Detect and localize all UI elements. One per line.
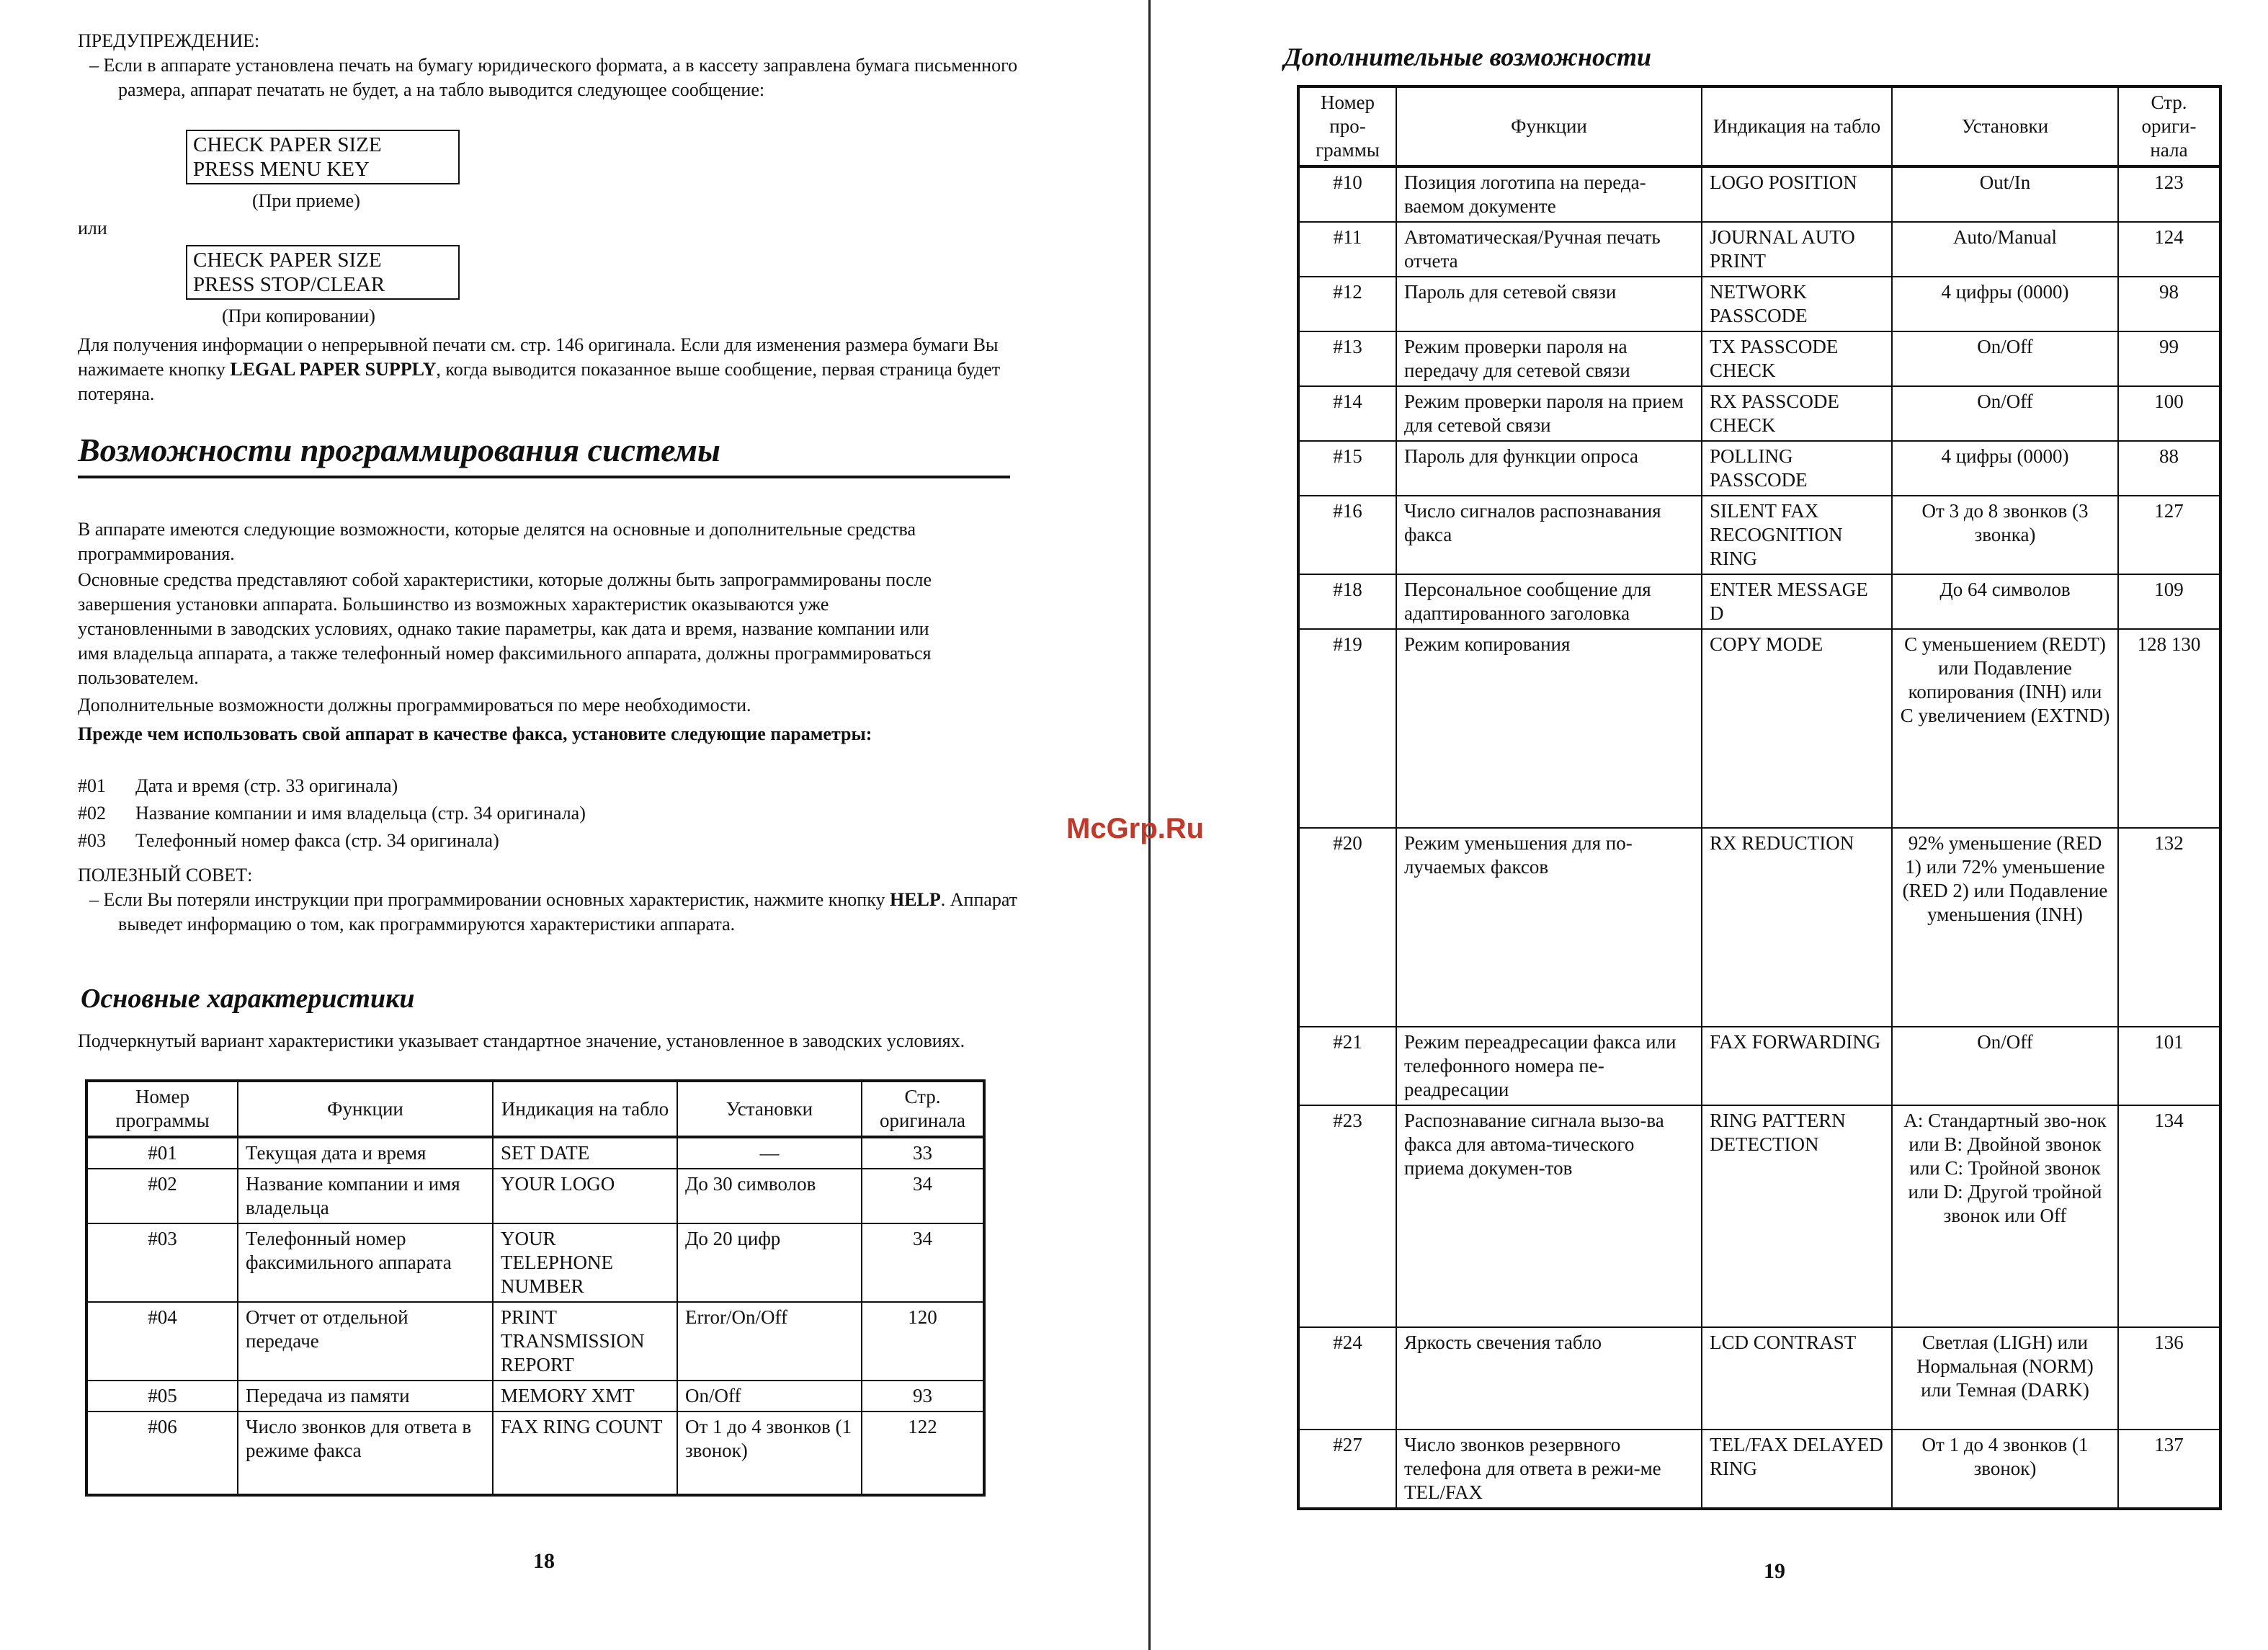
cell-func: Число звонков резервного телефона для ответа в режи-ме TEL/FAX: [1396, 1430, 1702, 1509]
lcd-line: PRESS STOP/CLEAR: [193, 273, 385, 296]
table-row: [1298, 1105, 2220, 1327]
cell-set: On/Off: [1892, 331, 2118, 386]
table-row: [1298, 166, 2220, 222]
list-item: [78, 829, 1007, 853]
cell-page: 120: [862, 1302, 984, 1381]
cell-func: Число звонков для ответа в режиме факса: [238, 1412, 493, 1495]
cell-func: Число сигналов распознавания факса: [1396, 496, 1702, 574]
cell-ind: TX PASSCODE CHECK: [1702, 331, 1892, 386]
header-cell: Номер программы: [86, 1081, 238, 1137]
cell-func: Режим проверки пароля на передачу для сетевой связи: [1396, 331, 1702, 386]
table-header-row: [86, 1081, 984, 1137]
list-text: Телефонный номер факса (стр. 34 оригинала): [135, 830, 499, 851]
cell-page: 88: [2118, 441, 2220, 496]
cell-set: 92% уменьшение (RED 1) или 72% уменьшение (RED 2) или Подавление уменьшения (INH): [1892, 828, 2118, 1027]
cell-set: С уменьшением (REDT) или Подавление копирования (INH) или С увеличением (EXTND): [1892, 629, 2118, 828]
cell-ind: SILENT FAX RECOGNITION RING: [1702, 496, 1892, 574]
cell-func: Пароль для функции опроса: [1396, 441, 1702, 496]
header-cell: Установки: [1892, 86, 2118, 166]
cell-set: On/Off: [1892, 1027, 2118, 1105]
cell-num: #27: [1298, 1430, 1396, 1509]
table-row: [86, 1223, 984, 1302]
warning-title: ПРЕДУПРЕЖДЕНИЕ:: [78, 30, 260, 51]
table-row: [1298, 574, 2220, 629]
cell-num: #23: [1298, 1105, 1396, 1327]
cell-func: Персональное сообщение для адаптированного заголовка: [1396, 574, 1702, 629]
cell-page: 137: [2118, 1430, 2220, 1509]
tip-text-a: – Если Вы потеряли инструкции при программировании основных характеристик, нажмите кнопку: [89, 889, 890, 910]
cell-ind: POLLING PASSCODE: [1702, 441, 1892, 496]
cell-ind: YOUR LOGO: [493, 1169, 677, 1223]
header-cell: Функции: [238, 1081, 493, 1137]
header-cell: Стр. ориги-нала: [2118, 86, 2220, 166]
cell-num: #13: [1298, 331, 1396, 386]
section-rule: [78, 476, 1010, 478]
table-row: [86, 1169, 984, 1223]
cell-page: 128 130: [2118, 629, 2220, 828]
header-cell: Индикация на табло: [493, 1081, 677, 1137]
cell-num: #16: [1298, 496, 1396, 574]
cell-num: #11: [1298, 222, 1396, 277]
cell-func: Режим переадресации факса или телефонного номера пе-реадресации: [1396, 1027, 1702, 1105]
cell-set: On/Off: [1892, 386, 2118, 441]
cell-ind: RX REDUCTION: [1702, 828, 1892, 1027]
para1: В аппарате имеются следующие возможности, которые делятся на основные и дополнительные средства программирования.: [78, 519, 916, 564]
table-row: [1298, 1327, 2220, 1430]
info-text: , когда выводится показанное выше сообщение, первая страница будет потеряна.: [78, 359, 1001, 404]
cell-num: #14: [1298, 386, 1396, 441]
cell-set: От 1 до 4 звонков (1 звонок): [1892, 1430, 2118, 1509]
cell-func: Режим проверки пароля на прием для сетевой связи: [1396, 386, 1702, 441]
tip-text-b: . Аппарат выведет информацию о том, как программируются характеристики аппарата.: [118, 889, 1018, 935]
cell-num: #12: [1298, 277, 1396, 331]
cell-set: A: Стандартный зво-нок или B: Двойной звонок или C: Тройной звонок или D: Другой тройной звонок или Off: [1892, 1105, 2118, 1327]
cell-page: 132: [2118, 828, 2220, 1027]
cell-num: #10: [1298, 166, 1396, 222]
cell-set: От 3 до 8 звонков (3 звонка): [1892, 496, 2118, 574]
cell-func: Название компании и имя владельца: [238, 1169, 493, 1223]
info-text: Для получения информации о непрерывной печати см. стр. 146 оригинала. Если для изменения размера бумаги Вы нажимаете кнопку: [78, 334, 999, 380]
table-row: [86, 1412, 984, 1495]
cell-num: #04: [86, 1302, 238, 1381]
info-key: LEGAL PAPER SUPPLY: [230, 359, 437, 380]
cell-page: 109: [2118, 574, 2220, 629]
lcd-line: CHECK PAPER SIZE: [193, 133, 382, 156]
cell-ind: COPY MODE: [1702, 629, 1892, 828]
cell-ind: YOUR TELEPHONE NUMBER: [493, 1223, 677, 1302]
cell-ind: RX PASSCODE CHECK: [1702, 386, 1892, 441]
cell-func: Пароль для сетевой связи: [1396, 277, 1702, 331]
cell-set: До 30 символов: [677, 1169, 862, 1223]
cell-func: Телефонный номер факсимильного аппарата: [238, 1223, 493, 1302]
cell-ind: LOGO POSITION: [1702, 166, 1892, 222]
para3: Дополнительные возможности должны программироваться по мере необходимости.: [78, 695, 751, 715]
header-cell: Номер про-граммы: [1298, 86, 1396, 166]
cell-func: Позиция логотипа на переда-ваемом документе: [1396, 166, 1702, 222]
table-row: [1298, 496, 2220, 574]
cell-num: #01: [86, 1137, 238, 1169]
cell-page: 123: [2118, 166, 2220, 222]
cell-num: #05: [86, 1381, 238, 1412]
table-row: [1298, 828, 2220, 1027]
subsection-title: Основные характеристики: [81, 984, 415, 1014]
cell-set: От 1 до 4 звонков (1 звонок): [677, 1412, 862, 1495]
cell-set: —: [677, 1137, 862, 1169]
cell-page: 124: [2118, 222, 2220, 277]
cell-ind: TEL/FAX DELAYED RING: [1702, 1430, 1892, 1509]
header-cell: Установки: [677, 1081, 862, 1137]
cell-func: Распознавание сигнала вызо-ва факса для автома-тического приема докумен-тов: [1396, 1105, 1702, 1327]
cell-set: До 64 символов: [1892, 574, 2118, 629]
cell-page: 101: [2118, 1027, 2220, 1105]
msg1-caption: (При приеме): [252, 190, 360, 211]
cell-page: 34: [862, 1169, 984, 1223]
para4: Прежде чем использовать свой аппарат в качестве факса, установите следующие параметры:: [78, 723, 872, 744]
list-text: Дата и время (стр. 33 оригинала): [135, 775, 398, 796]
cell-num: #15: [1298, 441, 1396, 496]
cell-set: Светлая (LIGH) или Нормальная (NORM) или Темная (DARK): [1892, 1327, 2118, 1430]
table-row: [1298, 629, 2220, 828]
page-number-left: 18: [533, 1549, 555, 1573]
table-row: [1298, 441, 2220, 496]
lcd-message-receive: [186, 130, 460, 184]
cell-page: 134: [2118, 1105, 2220, 1327]
cell-page: 99: [2118, 331, 2220, 386]
cell-page: 98: [2118, 277, 2220, 331]
tip-title: ПОЛЕЗНЫЙ СОВЕТ:: [78, 865, 253, 886]
cell-ind: RING PATTERN DETECTION: [1702, 1105, 1892, 1327]
table-row: [86, 1302, 984, 1381]
watermark: McGrp.Ru: [1066, 813, 1205, 844]
table-row: [1298, 1027, 2220, 1105]
list-code: #01: [78, 775, 106, 796]
cell-set: On/Off: [677, 1381, 862, 1412]
lcd-message-copy: [186, 245, 460, 300]
cell-page: 100: [2118, 386, 2220, 441]
cell-set: Error/On/Off: [677, 1302, 862, 1381]
table-row: [1298, 386, 2220, 441]
warning-text: – Если в аппарате установлена печать на бумагу юридического формата, а в кассету заправлена бумага письменного размера, аппарат печатать не будет, а на табло выводится следующее сообщение:: [89, 55, 1018, 100]
lcd-line: CHECK PAPER SIZE: [193, 249, 382, 272]
list-code: #03: [78, 830, 106, 851]
cell-set: 4 цифры (0000): [1892, 441, 2118, 496]
cell-ind: JOURNAL AUTO PRINT: [1702, 222, 1892, 277]
cell-num: #18: [1298, 574, 1396, 629]
table-row: [1298, 331, 2220, 386]
cell-set: До 20 цифр: [677, 1223, 862, 1302]
cell-func: Текущая дата и время: [238, 1137, 493, 1169]
basic-table: [85, 1079, 986, 1497]
tip-key: HELP: [889, 889, 941, 910]
list-text: Название компании и имя владельца (стр. 34 оригинала): [135, 803, 586, 824]
cell-ind: MEMORY XMT: [493, 1381, 677, 1412]
cell-num: #03: [86, 1223, 238, 1302]
cell-func: Режим копирования: [1396, 629, 1702, 828]
cell-num: #21: [1298, 1027, 1396, 1105]
cell-ind: NETWORK PASSCODE: [1702, 277, 1892, 331]
or-text: или: [78, 218, 107, 238]
cell-page: 127: [2118, 496, 2220, 574]
cell-page: 33: [862, 1137, 984, 1169]
cell-func: Режим уменьшения для по-лучаемых факсов: [1396, 828, 1702, 1027]
cell-page: 93: [862, 1381, 984, 1412]
cell-ind: SET DATE: [493, 1137, 677, 1169]
cell-page: 34: [862, 1223, 984, 1302]
tip-text: [78, 888, 1048, 937]
param-list: [78, 774, 1007, 853]
info-paragraph: [78, 333, 1007, 406]
header-cell: Функции: [1396, 86, 1702, 166]
cell-ind: ENTER MESSAGE D: [1702, 574, 1892, 629]
table-row: [1298, 222, 2220, 277]
cell-ind: FAX RING COUNT: [493, 1412, 677, 1495]
header-cell: Индикация на табло: [1702, 86, 1892, 166]
cell-func: Передача из памяти: [238, 1381, 493, 1412]
para2: Основные средства представляют собой характеристики, которые должны быть запрограммированы после завершения установки аппарата. Большинство из возможных характеристик оказываются уже установленными в заводских условиях, однако такие параметры, как дата и время, название компании или имя владельца аппарата, а также телефонный номер факсимильного аппарата, должны программироваться пользователем.: [78, 569, 932, 688]
page-number-right: 19: [1764, 1559, 1785, 1583]
table-header-row: [1298, 86, 2220, 166]
cell-ind: LCD CONTRAST: [1702, 1327, 1892, 1430]
table-row: [1298, 1430, 2220, 1509]
cell-ind: PRINT TRANSMISSION REPORT: [493, 1302, 677, 1381]
list-item: [78, 774, 1007, 798]
table-row: [1298, 277, 2220, 331]
cell-ind: FAX FORWARDING: [1702, 1027, 1892, 1105]
msg2-caption: (При копировании): [222, 306, 375, 326]
cell-set: Out/In: [1892, 166, 2118, 222]
cell-func: Автоматическая/Ручная печать отчета: [1396, 222, 1702, 277]
cell-page: 136: [2118, 1327, 2220, 1430]
section-title: Возможности программирования системы: [78, 432, 720, 468]
cell-set: Auto/Manual: [1892, 222, 2118, 277]
table-row: [86, 1137, 984, 1169]
cell-func: Отчет от отдельной передаче: [238, 1302, 493, 1381]
list-item: [78, 801, 1007, 826]
subsection-text: Подчеркнутый вариант характеристики указывает стандартное значение, установленное в заводских условиях.: [78, 1030, 965, 1051]
cell-num: #20: [1298, 828, 1396, 1027]
cell-num: #24: [1298, 1327, 1396, 1430]
cell-func: Яркость свечения табло: [1396, 1327, 1702, 1430]
cell-set: 4 цифры (0000): [1892, 277, 2118, 331]
list-code: #02: [78, 803, 106, 824]
table-row: [86, 1381, 984, 1412]
cell-page: 122: [862, 1412, 984, 1495]
header-cell: Стр. оригинала: [862, 1081, 984, 1137]
cell-num: #19: [1298, 629, 1396, 828]
advanced-table: [1297, 85, 2222, 1510]
lcd-line: PRESS MENU KEY: [193, 158, 370, 181]
cell-num: #06: [86, 1412, 238, 1495]
cell-num: #02: [86, 1169, 238, 1223]
right-title: Дополнительные возможности: [1284, 43, 1651, 71]
